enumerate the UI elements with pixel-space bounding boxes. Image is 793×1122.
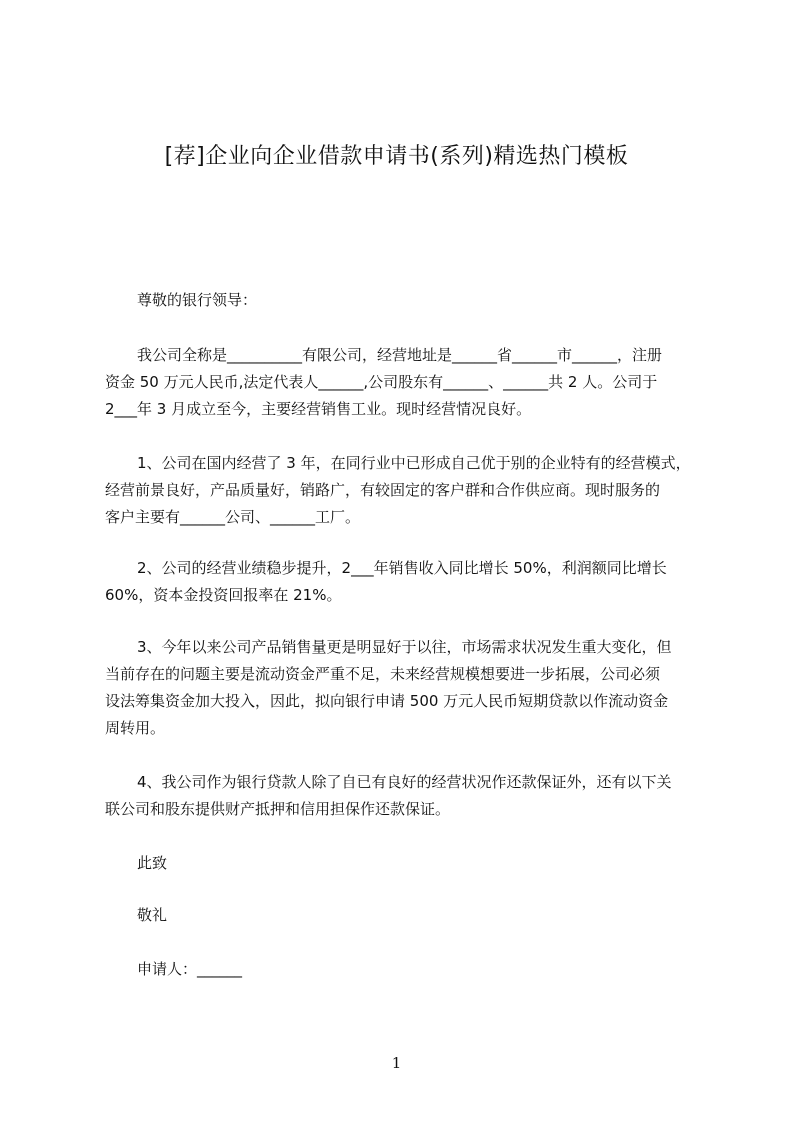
document-title: [荐]企业向企业借款申请书(系列)精选热门模板 [164, 144, 629, 169]
paragraph-4-line-1: 3、今年以来公司产品销售量更是明显好于以往，市场需求状况发生重大变化，但 [137, 638, 672, 656]
paragraph-4-line-2: 当前存在的问题主要是流动资金严重不足，未来经营规模想要进一步拓展，公司必须 [105, 665, 661, 683]
paragraph-4-line-3: 设法筹集资金加大投入，因此，拟向银行申请 500 万元人民币短期贷款以作流动资金 [105, 692, 669, 710]
paragraph-5-line-2: 联公司和股东提供财产抵押和信用担保作还款保证。 [105, 800, 451, 818]
paragraph-3-line-1: 2、公司的经营业绩稳步提升，2___年销售收入同比增长 50%，利润额同比增长 [137, 559, 667, 577]
closing-greeting: 此致 [137, 854, 168, 872]
paragraph-5-line-1: 4、我公司作为银行贷款人除了自已有良好的经营状况作还款保证外，还有以下关 [137, 773, 672, 791]
salutation: 尊敬的银行领导： [137, 291, 258, 309]
paragraph-2-line-1: 1、公司在国内经营了 3 年，在同行业中已形成自己优于别的企业特有的经营模式， [137, 454, 691, 472]
paragraph-1-line-3: 2___年 3 月成立至今，主要经营销售工业。现时经营情况良好。 [105, 400, 532, 418]
paragraph-4-line-4: 周转用。 [105, 719, 166, 737]
paragraph-2-line-2: 经营前景良好，产品质量好，销路广，有较固定的客户群和合作供应商。现时服务的 [105, 481, 661, 499]
applicant-line: 申请人：______ [137, 960, 243, 978]
paragraph-2-line-3: 客户主要有______公司、______工厂。 [105, 508, 361, 526]
paragraph-1-line-1: 我公司全称是__________有限公司，经营地址是______省______市______，注册 [137, 346, 663, 364]
closing-regards: 敬礼 [137, 906, 168, 924]
paragraph-3-line-2: 60%，资本金投资回报率在 21%。 [105, 586, 342, 604]
page-number: 1 [391, 1054, 402, 1072]
paragraph-1-line-2: 资金 50 万元人民币,法定代表人______,公司股东有______、______共 2 人。公司于 [105, 373, 658, 391]
